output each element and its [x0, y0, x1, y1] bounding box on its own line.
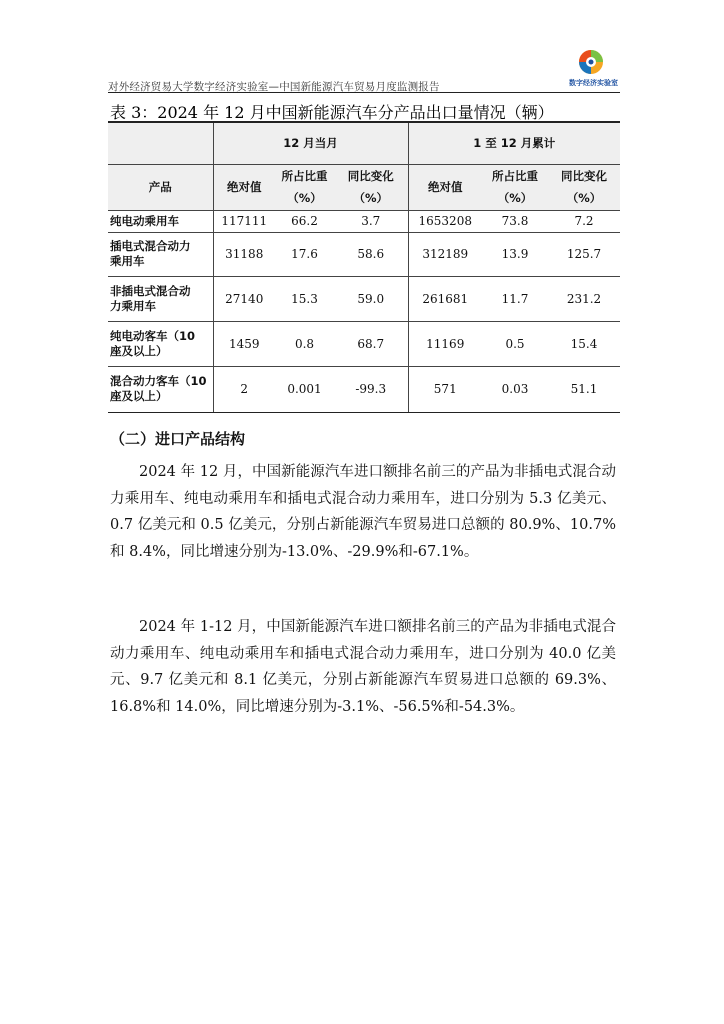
yoy-unit: （%）	[566, 191, 602, 205]
month-abs: 31188	[213, 232, 275, 276]
ytd-yoy: 7.2	[548, 210, 620, 232]
ytd-abs: 571	[408, 366, 482, 412]
share-unit: （%）	[287, 191, 322, 205]
month-yoy: 3.7	[334, 210, 408, 232]
ytd-share: 11.7	[482, 276, 548, 321]
month-abs: 2	[213, 366, 275, 412]
ytd-yoy: 125.7	[548, 232, 620, 276]
paragraph-monthly: 2024 年 12 月，中国新能源汽车进口额排名前三的产品为非插电式混合动力乘用车、纯电动乘用车和插电式混合动力乘用车，进口分别为 5.3 亿美元、0.7 亿美元和 0.5 亿美元，分别占新能源汽车贸易进口总额的 80.9%、10.7%和 8.4%，同比增速分别为-13.0%、-29.9%和-67.1%。	[110, 464, 616, 560]
ytd-abs: 261681	[408, 276, 482, 321]
yoy-label: 同比变化	[347, 169, 394, 183]
month-abs: 117111	[213, 210, 275, 232]
ytd-yoy: 231.2	[548, 276, 620, 321]
product-name: 混合动力客车（10 座及以上）	[108, 366, 213, 412]
paragraph-annual: 2024 年 1-12 月，中国新能源汽车进口额排名前三的产品为非插电式混合动力乘用车、纯电动乘用车和插电式混合动力乘用车，进口分别为 40.0 亿美元、9.7 亿美元和 8.1 亿美元，分别占新能源汽车贸易进口总额的 69.3%、16.8%和 14.0%，同比增速分别为-3.1%、-56.5%和-54.3%。	[110, 619, 616, 715]
col-header-abs-month: 绝对值	[213, 164, 275, 210]
share-label: 所占比重	[492, 169, 538, 183]
col-header-abs-ytd: 绝对值	[408, 164, 482, 210]
month-share: 66.2	[275, 210, 334, 232]
col-header-product: 产品	[108, 164, 213, 210]
col-header-yoy-month	[334, 164, 408, 210]
product-name: 插电式混合动力 乘用车	[108, 232, 213, 276]
month-yoy: 59.0	[334, 276, 408, 321]
product-name: 纯电动客车（10 座及以上）	[108, 321, 213, 366]
product-name: 纯电动乘用车	[108, 210, 213, 232]
ytd-share: 13.9	[482, 232, 548, 276]
month-share: 0.001	[275, 366, 334, 412]
col-header-share-ytd	[482, 164, 548, 210]
group-header-ytd: 1 至 12 月累计	[408, 122, 620, 164]
month-share: 15.3	[275, 276, 334, 321]
col-header-yoy-ytd	[548, 164, 620, 210]
section-title: （二）进口产品结构	[110, 430, 246, 448]
share-label: 所占比重	[281, 169, 328, 183]
table-row	[108, 276, 620, 321]
ytd-yoy: 51.1	[548, 366, 620, 412]
group-header-month: 12 月当月	[213, 122, 408, 164]
month-abs: 1459	[213, 321, 275, 366]
running-title: 对外经济贸易大学数字经济实验室—中国新能源汽车贸易月度监测报告	[108, 81, 440, 93]
ytd-abs: 312189	[408, 232, 482, 276]
ytd-yoy: 15.4	[548, 321, 620, 366]
table-title: 表 3：2024 年 12 月中国新能源汽车分产品出口量情况（辆）	[110, 103, 554, 122]
logo-text: 数字经济实验室	[569, 79, 618, 87]
ytd-abs: 11169	[408, 321, 482, 366]
table-row	[108, 232, 620, 276]
product-name: 非插电式混合动 力乘用车	[108, 276, 213, 321]
month-yoy: 68.7	[334, 321, 408, 366]
page-header	[108, 48, 620, 94]
ytd-abs: 1653208	[408, 210, 482, 232]
month-share: 17.6	[275, 232, 334, 276]
yoy-label: 同比变化	[561, 169, 607, 183]
share-unit: （%）	[497, 191, 533, 205]
ytd-share: 73.8	[482, 210, 548, 232]
month-share: 0.8	[275, 321, 334, 366]
header-divider	[108, 92, 620, 93]
table-row	[108, 210, 620, 232]
month-yoy: 58.6	[334, 232, 408, 276]
export-table	[108, 121, 620, 413]
month-abs: 27140	[213, 276, 275, 321]
ytd-share: 0.5	[482, 321, 548, 366]
table-row	[108, 321, 620, 366]
col-header-share-month	[275, 164, 334, 210]
ytd-share: 0.03	[482, 366, 548, 412]
table-row	[108, 366, 620, 412]
yoy-unit: （%）	[353, 191, 389, 205]
month-yoy: -99.3	[334, 366, 408, 412]
